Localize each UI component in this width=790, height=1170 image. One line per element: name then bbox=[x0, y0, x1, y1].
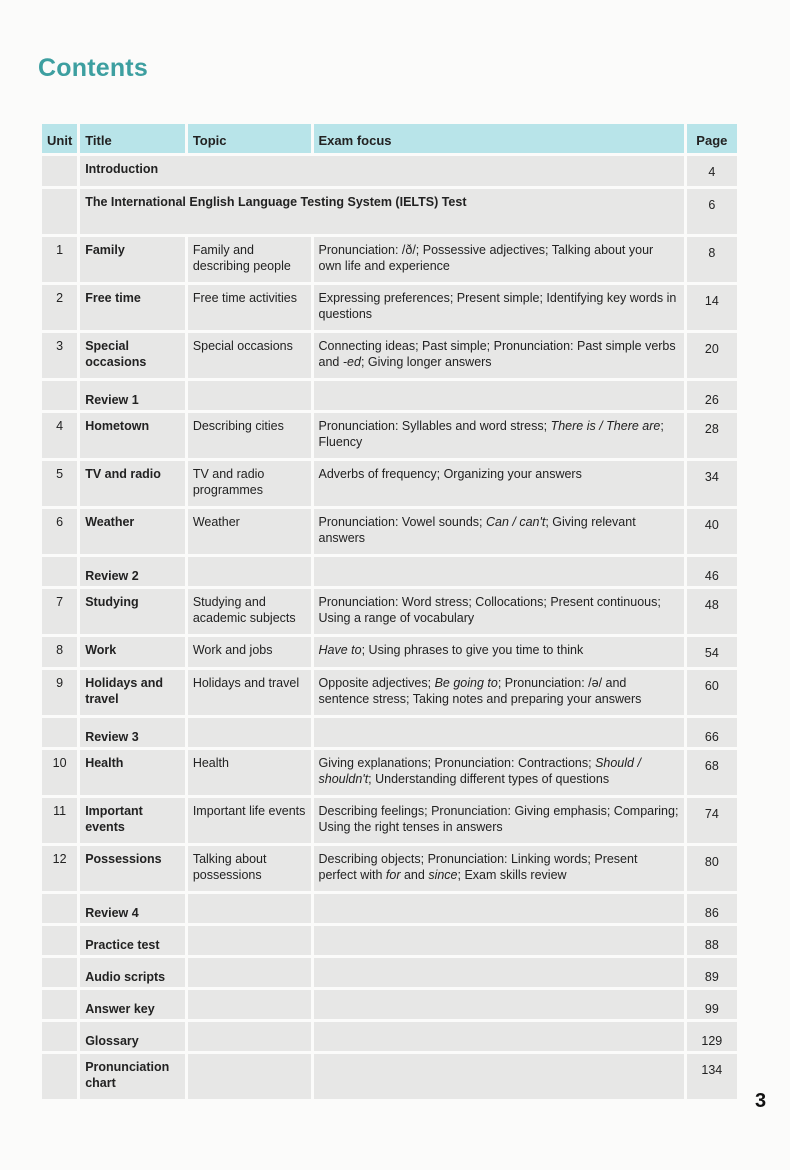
exam-focus-text: Pronunciation: /ð/; Possessive adjectives; Talking about your own life and experience bbox=[318, 243, 654, 273]
title-cell: Studying bbox=[80, 589, 185, 634]
exam-focus-text: ; Exam skills review bbox=[457, 868, 567, 882]
table-row bbox=[42, 333, 737, 378]
exam-focus-text: Describing objects; Pronunciation: Linking words; Present perfect with bbox=[318, 852, 638, 882]
title-cell: Holidays and travel bbox=[80, 670, 185, 715]
unit-cell: 11 bbox=[42, 798, 77, 843]
table-row bbox=[42, 798, 737, 843]
title-cell: Review 3 bbox=[80, 718, 185, 747]
unit-cell bbox=[42, 990, 77, 1019]
exam-focus-text: Giving explanations; Pronunciation: Contractions; bbox=[318, 756, 596, 770]
table-row bbox=[42, 1022, 737, 1051]
topic-cell bbox=[188, 894, 311, 923]
topic-cell: TV and radio programmes bbox=[188, 461, 311, 506]
exam-focus-text: for bbox=[385, 868, 401, 882]
page-cell: 74 bbox=[687, 798, 737, 843]
title-cell: Hometown bbox=[80, 413, 185, 458]
page-cell: 54 bbox=[687, 637, 737, 667]
page-cell: 88 bbox=[687, 926, 737, 955]
page-title: Contents bbox=[38, 54, 148, 82]
page-cell: 66 bbox=[687, 718, 737, 747]
exam-focus-text: Should / shouldn't bbox=[318, 756, 641, 786]
unit-cell: 4 bbox=[42, 413, 77, 458]
exam-focus-cell bbox=[314, 285, 684, 330]
exam-focus-text: Adverbs of frequency; Organizing your answers bbox=[318, 467, 582, 481]
exam-focus-cell bbox=[314, 381, 684, 410]
exam-focus-text: Have to bbox=[318, 643, 362, 657]
unit-cell bbox=[42, 894, 77, 923]
page-cell: 80 bbox=[687, 846, 737, 891]
unit-cell: 8 bbox=[42, 637, 77, 667]
title-cell: Review 1 bbox=[80, 381, 185, 410]
page-cell: 4 bbox=[687, 156, 737, 186]
topic-cell: Special occasions bbox=[188, 333, 311, 378]
table-row bbox=[42, 589, 737, 634]
unit-cell bbox=[42, 958, 77, 987]
exam-focus-cell bbox=[314, 894, 684, 923]
table-row bbox=[42, 381, 737, 410]
topic-cell: Family and describing people bbox=[188, 237, 311, 282]
exam-focus-cell bbox=[314, 990, 684, 1019]
exam-focus-text: ; Giving longer answers bbox=[360, 355, 492, 369]
topic-cell: Weather bbox=[188, 509, 311, 554]
title-cell: Audio scripts bbox=[80, 958, 185, 987]
title-cell: Possessions bbox=[80, 846, 185, 891]
unit-cell bbox=[42, 1054, 77, 1099]
unit-cell bbox=[42, 381, 77, 410]
topic-cell bbox=[188, 718, 311, 747]
title-cell: TV and radio bbox=[80, 461, 185, 506]
table-row bbox=[42, 670, 737, 715]
header-page: Page bbox=[687, 124, 737, 153]
unit-cell: 9 bbox=[42, 670, 77, 715]
table-row bbox=[42, 637, 737, 667]
unit-cell: 7 bbox=[42, 589, 77, 634]
unit-cell bbox=[42, 189, 77, 234]
table-row bbox=[42, 156, 737, 186]
topic-cell: Important life events bbox=[188, 798, 311, 843]
page-cell: 68 bbox=[687, 750, 737, 795]
topic-cell bbox=[188, 1054, 311, 1099]
unit-cell: 5 bbox=[42, 461, 77, 506]
exam-focus-text: Describing feelings; Pronunciation: Giving emphasis; Comparing; Using the right tenses in answers bbox=[318, 804, 679, 834]
topic-cell bbox=[188, 1022, 311, 1051]
topic-cell bbox=[188, 990, 311, 1019]
exam-focus-cell bbox=[314, 926, 684, 955]
table-row bbox=[42, 189, 737, 234]
table-row bbox=[42, 926, 737, 955]
header-unit: Unit bbox=[42, 124, 77, 153]
page-cell: 129 bbox=[687, 1022, 737, 1051]
topic-cell: Work and jobs bbox=[188, 637, 311, 667]
exam-focus-text: Opposite adjectives; bbox=[318, 676, 435, 690]
header-title: Title bbox=[80, 124, 185, 153]
title-cell: Free time bbox=[80, 285, 185, 330]
exam-focus-cell bbox=[314, 670, 684, 715]
exam-focus-cell bbox=[314, 413, 684, 458]
exam-focus-cell bbox=[314, 846, 684, 891]
table-row bbox=[42, 1054, 737, 1099]
exam-focus-text: -ed bbox=[342, 355, 361, 369]
exam-focus-cell bbox=[314, 589, 684, 634]
page-cell: 40 bbox=[687, 509, 737, 554]
page-number: 3 bbox=[755, 1090, 767, 1112]
page-cell: 86 bbox=[687, 894, 737, 923]
exam-focus-cell bbox=[314, 557, 684, 586]
title-cell: Pronunciation chart bbox=[80, 1054, 185, 1099]
unit-cell: 3 bbox=[42, 333, 77, 378]
topic-cell bbox=[188, 958, 311, 987]
topic-cell bbox=[188, 381, 311, 410]
unit-cell bbox=[42, 1022, 77, 1051]
exam-focus-text: ; Giving relevant answers bbox=[318, 515, 636, 545]
exam-focus-cell bbox=[314, 958, 684, 987]
page-cell: 89 bbox=[687, 958, 737, 987]
page-cell: 99 bbox=[687, 990, 737, 1019]
exam-focus-cell bbox=[314, 237, 684, 282]
title-cell: Answer key bbox=[80, 990, 185, 1019]
table-row bbox=[42, 990, 737, 1019]
exam-focus-text: Expressing preferences; Present simple; Identifying key words in questions bbox=[318, 291, 677, 321]
unit-cell: 1 bbox=[42, 237, 77, 282]
title-cell: The International English Language Testing System (IELTS) Test bbox=[80, 189, 683, 234]
exam-focus-text: Pronunciation: Syllables and word stress; bbox=[318, 419, 551, 433]
title-cell: Weather bbox=[80, 509, 185, 554]
exam-focus-cell bbox=[314, 333, 684, 378]
title-cell: Important events bbox=[80, 798, 185, 843]
exam-focus-cell bbox=[314, 461, 684, 506]
exam-focus-text: Pronunciation: Word stress; Collocations; Present continuous; Using a range of vocabulary bbox=[318, 595, 661, 625]
exam-focus-text: ; Pronunciation: /ə/ and sentence stress; Taking notes and preparing your answers bbox=[318, 676, 642, 706]
title-cell: Work bbox=[80, 637, 185, 667]
exam-focus-text: ; Fluency bbox=[318, 419, 664, 449]
unit-cell bbox=[42, 557, 77, 586]
title-cell: Introduction bbox=[80, 156, 683, 186]
page-cell: 8 bbox=[687, 237, 737, 282]
topic-cell: Health bbox=[188, 750, 311, 795]
table-row bbox=[42, 846, 737, 891]
unit-cell bbox=[42, 718, 77, 747]
topic-cell bbox=[188, 926, 311, 955]
page-cell: 28 bbox=[687, 413, 737, 458]
title-cell: Practice test bbox=[80, 926, 185, 955]
table-row bbox=[42, 461, 737, 506]
contents-table bbox=[39, 121, 740, 1102]
topic-cell: Talking about possessions bbox=[188, 846, 311, 891]
page-cell: 34 bbox=[687, 461, 737, 506]
table-row bbox=[42, 894, 737, 923]
title-cell: Special occasions bbox=[80, 333, 185, 378]
header-topic: Topic bbox=[188, 124, 311, 153]
topic-cell: Holidays and travel bbox=[188, 670, 311, 715]
page-cell: 48 bbox=[687, 589, 737, 634]
table-row bbox=[42, 557, 737, 586]
table-row bbox=[42, 285, 737, 330]
title-cell: Family bbox=[80, 237, 185, 282]
page-cell: 14 bbox=[687, 285, 737, 330]
title-cell: Review 4 bbox=[80, 894, 185, 923]
page-cell: 60 bbox=[687, 670, 737, 715]
exam-focus-text: ; Using phrases to give you time to think bbox=[361, 643, 584, 657]
unit-cell: 6 bbox=[42, 509, 77, 554]
exam-focus-text: Connecting ideas; Past simple; Pronunciation: Past simple verbs and bbox=[318, 339, 676, 369]
exam-focus-cell bbox=[314, 509, 684, 554]
page-cell: 26 bbox=[687, 381, 737, 410]
topic-cell: Describing cities bbox=[188, 413, 311, 458]
unit-cell bbox=[42, 156, 77, 186]
unit-cell: 10 bbox=[42, 750, 77, 795]
exam-focus-text: There is / There are bbox=[550, 419, 661, 433]
page-cell: 134 bbox=[687, 1054, 737, 1099]
exam-focus-cell bbox=[314, 718, 684, 747]
page-cell: 46 bbox=[687, 557, 737, 586]
exam-focus-text: Be going to bbox=[434, 676, 498, 690]
unit-cell: 2 bbox=[42, 285, 77, 330]
topic-cell bbox=[188, 557, 311, 586]
table-row bbox=[42, 509, 737, 554]
exam-focus-text: and bbox=[400, 868, 429, 882]
exam-focus-text: ; Understanding different types of questions bbox=[368, 772, 610, 786]
unit-cell bbox=[42, 926, 77, 955]
title-cell: Glossary bbox=[80, 1022, 185, 1051]
table-row bbox=[42, 237, 737, 282]
exam-focus-cell bbox=[314, 637, 684, 667]
table-row bbox=[42, 413, 737, 458]
table-row bbox=[42, 958, 737, 987]
title-cell: Health bbox=[80, 750, 185, 795]
topic-cell: Free time activities bbox=[188, 285, 311, 330]
exam-focus-cell bbox=[314, 798, 684, 843]
table-header-row bbox=[42, 124, 737, 153]
topic-cell: Studying and academic subjects bbox=[188, 589, 311, 634]
exam-focus-cell bbox=[314, 750, 684, 795]
unit-cell: 12 bbox=[42, 846, 77, 891]
exam-focus-text: Can / can't bbox=[485, 515, 546, 529]
exam-focus-cell bbox=[314, 1022, 684, 1051]
title-cell: Review 2 bbox=[80, 557, 185, 586]
page-cell: 20 bbox=[687, 333, 737, 378]
exam-focus-cell bbox=[314, 1054, 684, 1099]
exam-focus-text: Pronunciation: Vowel sounds; bbox=[318, 515, 486, 529]
table-row bbox=[42, 750, 737, 795]
page-cell: 6 bbox=[687, 189, 737, 234]
table-row bbox=[42, 718, 737, 747]
header-exam-focus: Exam focus bbox=[314, 124, 684, 153]
exam-focus-text: since bbox=[428, 868, 458, 882]
